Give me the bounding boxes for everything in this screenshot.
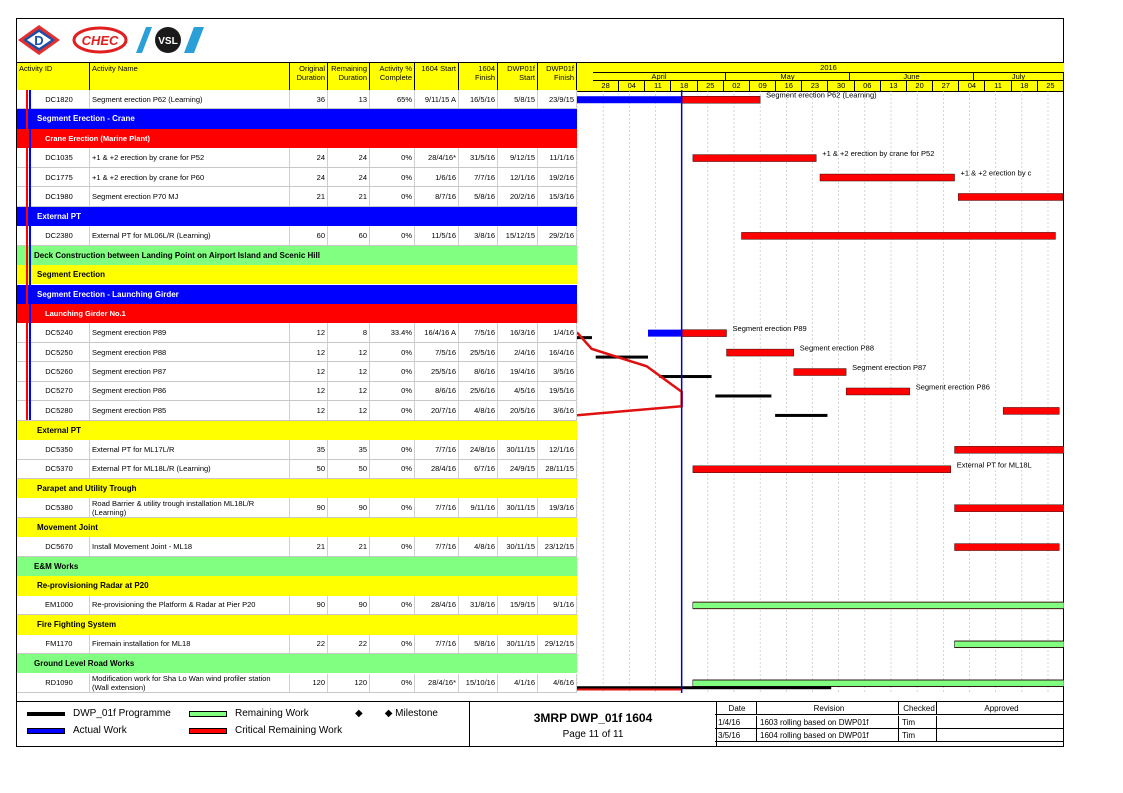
cell-df: 9/1/16 [538,596,577,614]
revision-cell: Tim [899,716,937,729]
wbs-band[interactable]: E&M Works [17,557,577,576]
cell-s: 28/4/16 [415,460,459,478]
milestone-symbol-icon: ◆ [355,708,363,719]
wbs-band[interactable]: Fire Fighting System [17,615,577,634]
cell-f: 8/6/16 [459,362,498,380]
cell-df: 29/12/15 [538,635,577,653]
cell-f: 4/8/16 [459,401,498,419]
cell-s: 16/4/16 A [415,323,459,341]
cell-id: DC5240 [17,323,90,341]
critical-bar [693,466,951,473]
week-20: 20 [907,81,933,91]
cell-od: 21 [290,537,328,555]
cell-id: DC2380 [17,226,90,244]
revision-cell: 1604 rolling based on DWP01f [757,729,899,742]
bar-label: Segment erection P88 [799,343,875,353]
col-activity-id[interactable]: Activity ID [17,63,90,91]
cell-rd: 35 [328,440,370,458]
table-row[interactable] [17,460,577,479]
cell-rd: 21 [328,187,370,205]
cell-rd: 13 [328,90,370,108]
cell-s: 7/7/16 [415,537,459,555]
week-04: 04 [959,81,985,91]
cell-s: 25/5/16 [415,362,459,380]
cell-od: 12 [290,323,328,341]
bar-label: Segment erection P89 [732,324,807,334]
cell-ds: 2/4/16 [498,343,538,361]
chec-logo [72,25,128,55]
cell-df: 29/2/16 [538,226,577,244]
wbs-band[interactable]: Ground Level Road Works [17,654,577,673]
table-row[interactable] [17,226,577,245]
legend-footer [17,701,1064,747]
cell-name: Road Barrier & utility trough installation ML18L/R (Learning) [90,498,290,516]
cell-name: External PT for ML18L/R (Learning) [90,460,290,478]
dragages-logo [18,25,60,55]
wbs-band[interactable]: Movement Joint [17,518,577,537]
revision-cell: 1/4/16 [715,716,757,729]
cell-id: DC1820 [17,90,90,108]
critical-bar [955,505,1064,512]
cell-name: Segment erection P70 MJ [90,187,290,205]
column-header [17,62,1064,92]
cell-ds: 30/11/15 [498,498,538,516]
cell-rd: 22 [328,635,370,653]
cell-f: 16/5/16 [459,90,498,108]
cell-df: 19/3/16 [538,498,577,516]
cell-pct: 0% [370,401,415,419]
critical-bar [958,193,1063,200]
cell-ds: 30/11/15 [498,537,538,555]
cell-id: RD1090 [17,674,90,692]
cell-name: +1 & +2 erection by crane for P60 [90,168,290,186]
cell-od: 90 [290,498,328,516]
critical-bar [682,330,727,337]
cell-id: DC1035 [17,148,90,166]
cell-rd: 50 [328,460,370,478]
cell-name: Segment erection P87 [90,362,290,380]
cell-f: 3/8/16 [459,226,498,244]
cell-df: 11/1/16 [538,148,577,166]
cell-pct: 0% [370,343,415,361]
cell-ds: 24/9/15 [498,460,538,478]
cell-id: DC1775 [17,168,90,186]
cell-id: DC5380 [17,498,90,516]
cell-f: 5/8/16 [459,635,498,653]
cell-ds: 20/5/16 [498,401,538,419]
table-row[interactable] [17,148,577,167]
cell-id: DC5670 [17,537,90,555]
cell-s: 28/4/16* [415,148,459,166]
cell-rd: 90 [328,596,370,614]
actual-bar [648,330,682,337]
cell-rd: 120 [328,674,370,692]
page-number: Page 11 of 11 [562,729,624,740]
cell-ds: 20/2/16 [498,187,538,205]
week-18: 18 [672,81,698,91]
cell-f: 24/8/16 [459,440,498,458]
col-activity-complete[interactable]: Activity % Complete [370,63,415,91]
cell-od: 12 [290,362,328,380]
cell-name: Segment erection P86 [90,382,290,400]
cell-ds: 15/9/15 [498,596,538,614]
cell-name: Install Movement Joint - ML18 [90,537,290,555]
cell-rd: 21 [328,537,370,555]
cell-pct: 0% [370,460,415,478]
cell-od: 12 [290,343,328,361]
cell-od: 24 [290,148,328,166]
cell-rd: 24 [328,168,370,186]
week-18: 18 [1012,81,1038,91]
cell-id: DC5370 [17,460,90,478]
cell-pct: 0% [370,596,415,614]
cell-pct: 0% [370,674,415,692]
cell-rd: 12 [328,401,370,419]
cell-s: 28/4/16* [415,674,459,692]
cell-name: External PT for ML17L/R [90,440,290,458]
table-row[interactable] [17,498,577,517]
cell-df: 15/3/16 [538,187,577,205]
remaining-swatch [189,711,227,717]
col-activity-name[interactable]: Activity Name [90,63,290,91]
bar-label: +1 & +2 erection by crane for P52 [822,149,935,159]
month-june: June [850,72,974,81]
revision-header: Revision [757,702,899,715]
wbs-band[interactable]: Launching Girder No.1 [17,304,577,323]
cell-df: 19/5/16 [538,382,577,400]
cell-od: 12 [290,401,328,419]
revision-cell: 1603 rolling based on DWP01f [757,716,899,729]
legend-milestone: ◆ ◆ Milestone [355,708,438,719]
cell-id: DC5260 [17,362,90,380]
critical-bar [846,388,910,395]
revision-cell: Tim [899,729,937,742]
critical-bar [727,349,794,356]
cell-name: Modification work for Sha Lo Wan wind profiler station (Wall extension) [90,674,290,692]
cell-df: 28/11/15 [538,460,577,478]
critical-bar [682,96,760,103]
table-row[interactable] [17,323,577,342]
wbs-band[interactable]: Segment Erection - Crane [17,109,577,128]
cell-name: +1 & +2 erection by crane for P52 [90,148,290,166]
week-06: 06 [855,81,881,91]
revision-table [715,702,1064,747]
cell-ds: 16/3/16 [498,323,538,341]
report-title: 3MRP DWP_01f 1604 [533,711,653,725]
cell-df: 12/1/16 [538,440,577,458]
cell-name: Firemain installation for ML18 [90,635,290,653]
cell-od: 12 [290,382,328,400]
wbs-band[interactable]: External PT [17,421,577,440]
cell-f: 5/8/16 [459,187,498,205]
cell-id: DC5280 [17,401,90,419]
cell-pct: 0% [370,440,415,458]
table-row[interactable] [17,440,577,459]
cell-od: 90 [290,596,328,614]
cell-ds: 12/1/16 [498,168,538,186]
table-row[interactable] [17,382,577,401]
table-row[interactable] [17,401,577,420]
cell-s: 7/7/16 [415,440,459,458]
cell-df: 3/6/16 [538,401,577,419]
week-02: 02 [724,81,750,91]
week-16: 16 [776,81,802,91]
revision-header: Approved [937,702,1064,715]
cell-f: 7/5/16 [459,323,498,341]
cell-od: 60 [290,226,328,244]
week-23: 23 [802,81,828,91]
cell-df: 16/4/16 [538,343,577,361]
cell-s: 7/7/16 [415,635,459,653]
remaining-bar [955,641,1064,647]
cell-ds: 5/8/15 [498,90,538,108]
svg-text:VSL: VSL [158,36,178,47]
remaining-bar [693,680,1064,686]
wbs-band[interactable]: External PT [17,207,577,226]
title-block [469,702,717,747]
cell-f: 4/8/16 [459,537,498,555]
wbs-band[interactable]: Deck Construction between Landing Point on Airport Island and Scenic Hill [17,246,577,265]
revision-cell [937,729,1064,742]
cell-df: 23/9/15 [538,90,577,108]
revision-cell [937,716,1064,729]
cell-df: 23/12/15 [538,537,577,555]
cell-ds: 30/11/15 [498,440,538,458]
legend-remaining: Remaining Work [189,708,309,719]
cell-od: 50 [290,460,328,478]
dwp-bar [715,394,771,397]
cell-pct: 0% [370,187,415,205]
bar-label: External PT for ML18L [956,460,1032,470]
gantt-chart [577,90,1064,693]
cell-ds: 4/5/16 [498,382,538,400]
col-dwp01f-start[interactable]: DWP01f Start [498,63,538,91]
col-original-duration[interactable]: Original Duration [290,63,328,91]
cell-s: 1/6/16 [415,168,459,186]
week-25: 25 [698,81,724,91]
cell-od: 120 [290,674,328,692]
cell-name: Segment erection P88 [90,343,290,361]
cell-f: 31/8/16 [459,596,498,614]
cell-df: 4/6/16 [538,674,577,692]
svg-text:D: D [34,33,44,48]
cell-rd: 90 [328,498,370,516]
table-row[interactable] [17,596,577,615]
cell-rd: 8 [328,323,370,341]
cell-id: DC5250 [17,343,90,361]
cell-s: 20/7/16 [415,401,459,419]
svg-text:CHEC: CHEC [81,33,119,48]
cell-f: 25/6/16 [459,382,498,400]
month-july: July [974,72,1064,81]
table-row[interactable] [17,90,577,109]
cell-df: 1/4/16 [538,323,577,341]
col-1604-finish[interactable]: 1604 Finish [459,63,498,91]
cell-ds: 19/4/16 [498,362,538,380]
table-row[interactable] [17,362,577,381]
cell-od: 21 [290,187,328,205]
table-row[interactable] [17,168,577,187]
dwp-bar [775,414,827,417]
revision-header: Date [715,702,757,715]
cell-name: Segment erection P85 [90,401,290,419]
cell-pct: 0% [370,362,415,380]
cell-id: DC5350 [17,440,90,458]
cell-ds: 15/12/15 [498,226,538,244]
cell-name: Segment erection P89 [90,323,290,341]
critical-bar [955,446,1064,453]
cell-pct: 33.4% [370,323,415,341]
cell-name: Segment erection P62 (Learning) [90,90,290,108]
table-row[interactable] [17,635,577,654]
revision-cell: 3/5/16 [715,729,757,742]
revision-header: Checked [899,702,937,715]
cell-pct: 0% [370,168,415,186]
month-april: April [593,72,726,81]
timescale [593,63,1064,91]
cell-rd: 60 [328,226,370,244]
week-09: 09 [750,81,776,91]
cell-f: 7/7/16 [459,168,498,186]
remaining-bar [693,602,1064,608]
wbs-band[interactable]: Parapet and Utility Trough [17,479,577,498]
cell-od: 22 [290,635,328,653]
bar-label: Segment erection P86 [915,382,990,392]
week-25: 25 [1038,81,1064,91]
cell-f: 31/5/16 [459,148,498,166]
vsl-logo [136,25,206,55]
week-27: 27 [933,81,959,91]
table-row[interactable] [17,343,577,362]
critical-bar [820,174,955,181]
cell-ds: 9/12/15 [498,148,538,166]
cell-od: 24 [290,168,328,186]
cell-pct: 65% [370,90,415,108]
week-11: 11 [645,81,671,91]
table-row[interactable] [17,537,577,556]
critical-bar [741,232,1055,239]
cell-s: 28/4/16 [415,596,459,614]
col-remaining-duration[interactable]: Remaining Duration [328,63,370,91]
wbs-band[interactable]: Re-provisioning Radar at P20 [17,576,577,595]
col-1604-start[interactable]: 1604 Start [415,63,459,91]
cell-rd: 24 [328,148,370,166]
cell-s: 8/7/16 [415,187,459,205]
table-row[interactable] [17,187,577,206]
week-11: 11 [986,81,1012,91]
cell-id: EM1000 [17,596,90,614]
actual-swatch [27,728,65,734]
cell-pct: 0% [370,382,415,400]
actual-bar [577,96,682,103]
week-28: 28 [593,81,619,91]
cell-ds: 4/1/16 [498,674,538,692]
cell-f: 15/10/16 [459,674,498,692]
cell-rd: 12 [328,343,370,361]
cell-s: 11/5/16 [415,226,459,244]
cell-id: FM1170 [17,635,90,653]
dwp-swatch [27,712,65,716]
cell-s: 8/6/16 [415,382,459,400]
cell-ds: 30/11/15 [498,635,538,653]
bar-label: Segment erection P87 [852,363,927,373]
col-dwp01f-finish[interactable]: DWP01f Finish [538,63,577,91]
wbs-band[interactable]: Segment Erection - Launching Girder [17,285,577,304]
cell-pct: 0% [370,537,415,555]
cell-pct: 0% [370,226,415,244]
cell-id: DC1980 [17,187,90,205]
cell-s: 9/11/15 A [415,90,459,108]
bar-label: Segment erection P62 (Learning) [766,90,877,100]
legend-dwp: DWP_01f Programme [27,708,171,719]
legend-actual: Actual Work [27,725,127,736]
cell-pct: 0% [370,635,415,653]
cell-s: 7/5/16 [415,343,459,361]
critical-bar [955,544,1060,551]
week-30: 30 [829,81,855,91]
bar-label: +1 & +2 erection by c [960,168,1032,178]
cell-pct: 0% [370,498,415,516]
cell-od: 35 [290,440,328,458]
cell-id: DC5270 [17,382,90,400]
week-13: 13 [881,81,907,91]
cell-name: External PT for ML06L/R (Learning) [90,226,290,244]
cell-pct: 0% [370,148,415,166]
month-may: May [726,72,850,81]
wbs-band[interactable]: Crane Erection (Marine Plant) [17,129,577,148]
critical-swatch [189,728,227,734]
cell-od: 36 [290,90,328,108]
critical-bar [693,155,816,162]
critical-bar [1003,407,1059,414]
cell-f: 9/11/16 [459,498,498,516]
cell-rd: 12 [328,382,370,400]
cell-f: 25/5/16 [459,343,498,361]
timescale-year: 2016 [593,63,1064,73]
cell-df: 3/5/16 [538,362,577,380]
table-row[interactable] [17,674,577,693]
legend-critical: Critical Remaining Work [189,725,342,736]
cell-f: 6/7/16 [459,460,498,478]
cell-df: 19/2/16 [538,168,577,186]
cell-name: Re-provisioning the Platform & Radar at Pier P20 [90,596,290,614]
critical-bar [794,369,846,376]
cell-s: 7/7/16 [415,498,459,516]
dwp-bar [659,375,711,378]
week-04: 04 [619,81,645,91]
wbs-band[interactable]: Segment Erection [17,265,577,284]
cell-rd: 12 [328,362,370,380]
